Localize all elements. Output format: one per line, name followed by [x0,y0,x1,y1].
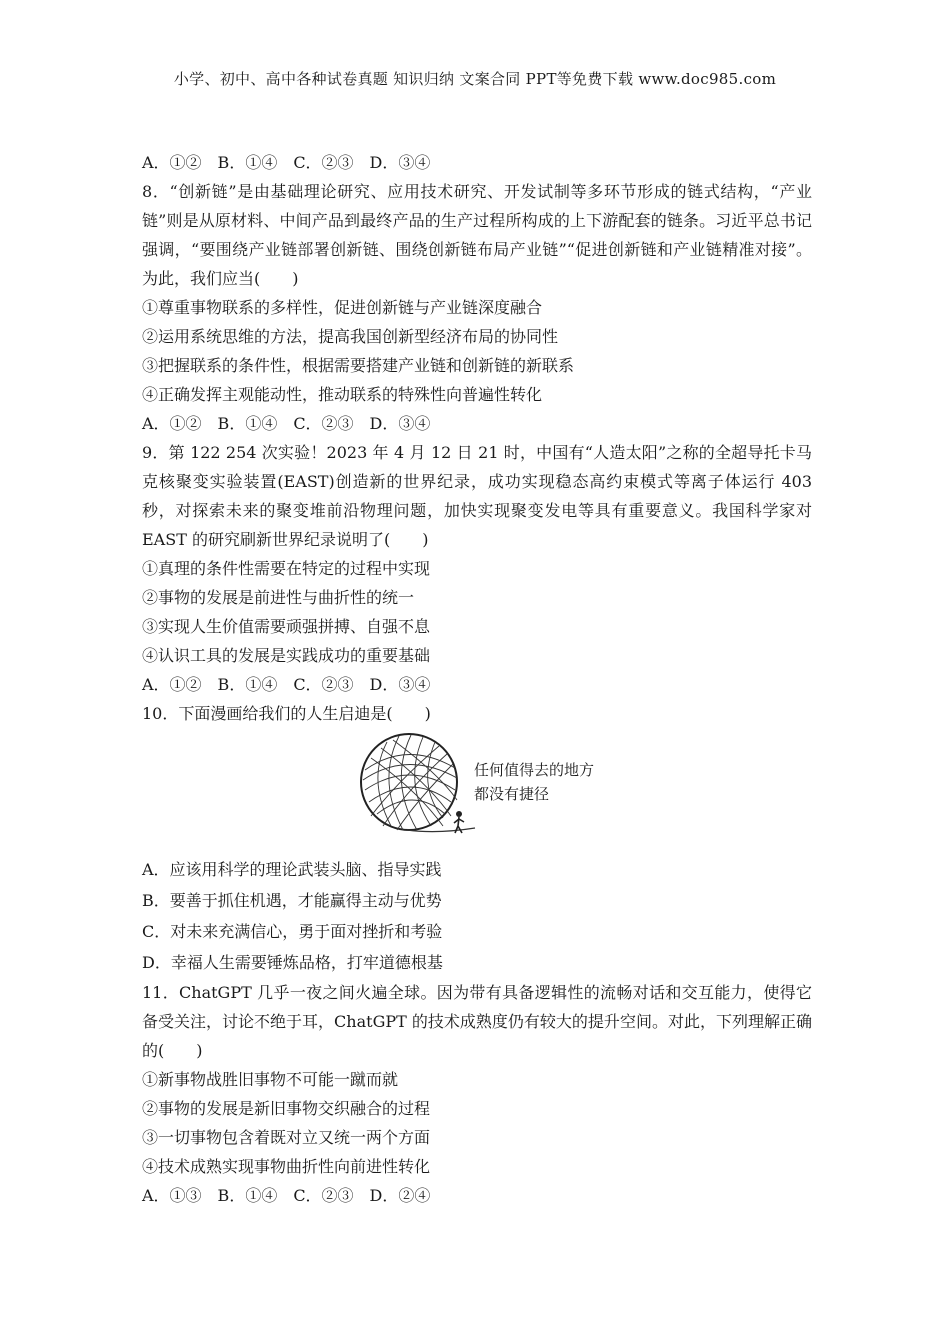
comic-caption-line-1: 任何值得去的地方 [474,761,595,779]
q7-answer-options: A．①② B．①④ C．②③ D．③④ [142,153,431,172]
q8-stem: 8．“创新链”是由基础理论研究、应用技术研究、开发试制等多环节形成的链式结构，“产业链”则是从原材料、中间产品到最终产品的生产过程所构成的上下游配套的链条。习近平总书记强调，“要围绕产业链部署创新链、围绕创新链布局产业链”“促进创新链和产业链精准对接”。为此，我们应当( ) [142,182,812,288]
q11-item-1: ①新事物战胜旧事物不可能一蹴而就 [142,1070,399,1089]
comic-caption-line-2: 都没有捷径 [474,785,550,803]
q8-item-1: ①尊重事物联系的多样性，促进创新链与产业链深度融合 [142,298,543,317]
q8-answer-options: A．①② B．①④ C．②③ D．③④ [142,414,431,433]
q9-item-1: ①真理的条件性需要在特定的过程中实现 [142,559,431,578]
q10-option-c: C．对未来充满信心，勇于面对挫折和考验 [142,922,443,941]
q8-item-3: ③把握联系的条件性，根据需要搭建产业链和创新链的新联系 [142,356,575,375]
yarn-ball-illustration [347,730,477,842]
q8-item-2: ②运用系统思维的方法，提高我国创新型经济布局的协同性 [142,327,559,346]
q9-item-4: ④认识工具的发展是实践成功的重要基础 [142,646,431,665]
page-header: 小学、初中、高中各种试卷真题 知识归纳 文案合同 PPT等免费下载 www.doc985.com [173,70,777,88]
question-content [142,148,812,1210]
q8-item-4: ④正确发挥主观能动性，推动联系的特殊性向普遍性转化 [142,385,543,404]
q10-option-a: A．应该用科学的理论武装头脑、指导实践 [142,860,442,879]
q10-stem: 10．下面漫画给我们的人生启迪是( ) [142,704,431,723]
q11-item-2: ②事物的发展是新旧事物交织融合的过程 [142,1099,431,1118]
comic-caption [474,758,594,806]
q10-option-d: D．幸福人生需要锤炼品格，打牢道德根基 [142,953,443,972]
q9-answer-options: A．①② B．①④ C．②③ D．③④ [142,675,431,694]
q9-item-3: ③实现人生价值需要顽强拼搏、自强不息 [142,617,431,636]
q9-item-2: ②事物的发展是前进性与曲折性的统一 [142,588,415,607]
q11-item-4: ④技术成熟实现事物曲折性向前进性转化 [142,1157,431,1176]
q10-option-b: B．要善于抓住机遇，才能赢得主动与优势 [142,891,442,910]
walking-person-head [456,811,462,817]
q9-stem: 9．第 122 254 次实验！2023 年 4 月 12 日 21 时，中国有“人造太阳”之称的全超导托卡马克核聚变实验装置(EAST)创造新的世界纪录，成功实现稳态高约束模式等离子体运行 403 秒，对探索未来的聚变堆前沿物理问题，加快实现聚变发电等具有重要意义。我国科学家对 EAST 的研究刷新世界纪录说明了( ) [142,443,812,549]
comic-image [142,730,812,848]
q11-answer-options: A．①③ B．①④ C．②③ D．②④ [142,1186,431,1205]
q11-stem: 11．ChatGPT 几乎一夜之间火遍全球。因为带有具备逻辑性的流畅对话和交互能力，使得它备受关注，讨论不绝于耳，ChatGPT 的技术成熟度仍有较大的提升空间。对此，下列理解正确的( ) [142,983,812,1060]
q11-item-3: ③一切事物包含着既对立又统一两个方面 [142,1128,431,1147]
